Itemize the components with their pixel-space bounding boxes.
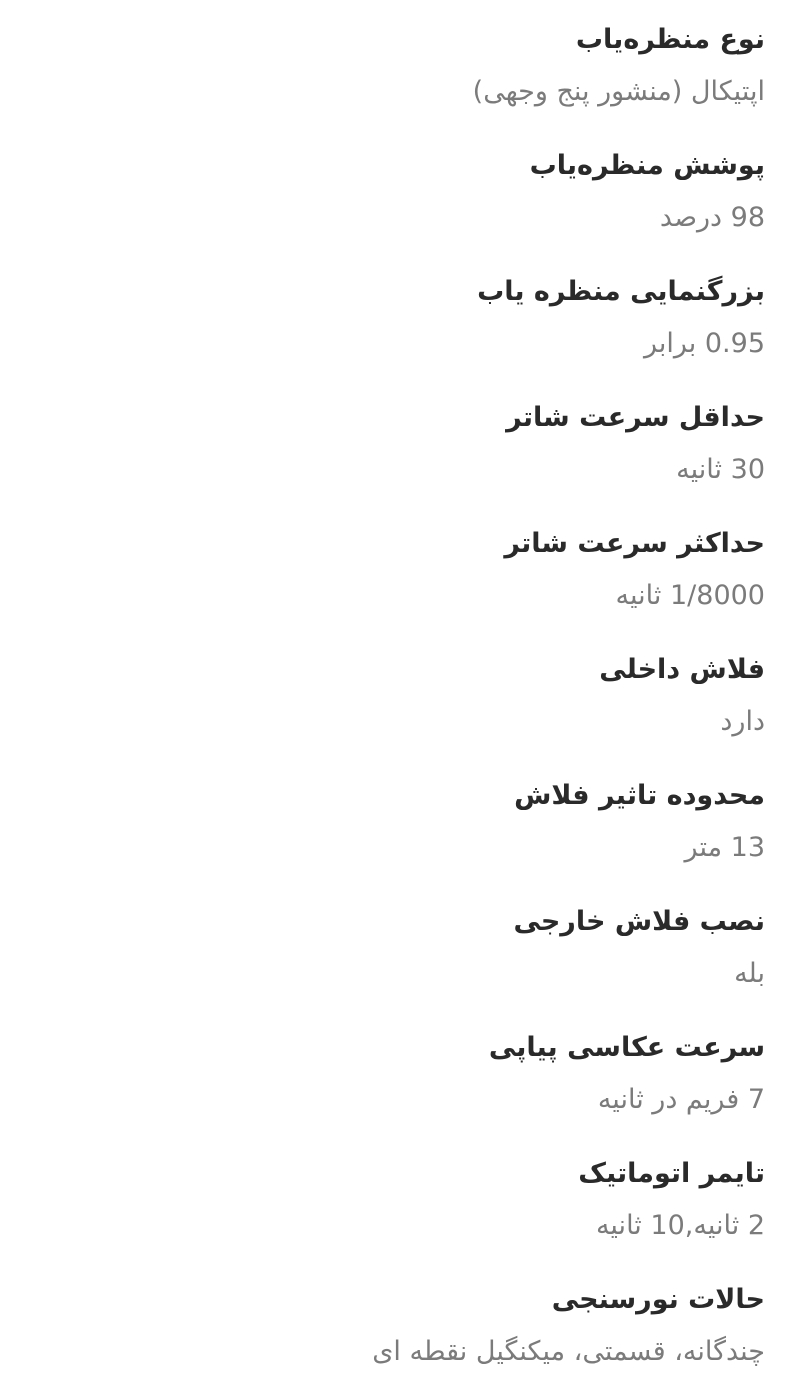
spec-label: نوع منظره‌یاب bbox=[575, 24, 765, 55]
spec-value: 13 متر bbox=[684, 832, 765, 863]
spec-label: حداکثر سرعت شاتر bbox=[504, 528, 765, 559]
spec-value: 2 ثانیه,10 ثانیه bbox=[595, 1210, 765, 1241]
spec-value: 30 ثانیه bbox=[676, 454, 765, 485]
spec-row-metering-modes bbox=[0, 1260, 765, 1386]
spec-row-viewfinder-coverage bbox=[0, 126, 765, 252]
spec-value: دارد bbox=[720, 706, 765, 737]
spec-row-max-shutter-speed bbox=[0, 504, 765, 630]
spec-value: چندگانه، قسمتی، میکنگیل نقطه ای bbox=[372, 1336, 765, 1367]
spec-value: 0.95 برابر bbox=[643, 328, 765, 359]
spec-label: حالات نورسنجی bbox=[551, 1284, 765, 1315]
spec-label: حداقل سرعت شاتر bbox=[506, 402, 765, 433]
spec-row-built-in-flash bbox=[0, 630, 765, 756]
spec-value: 7 فریم در ثانیه bbox=[597, 1084, 765, 1115]
spec-row-viewfinder-magnification bbox=[0, 252, 765, 378]
spec-value: 98 درصد bbox=[659, 202, 765, 233]
spec-label: محدوده تاثیر فلاش bbox=[514, 780, 765, 811]
spec-label: بزرگنمایی منظره یاب bbox=[477, 276, 765, 307]
spec-row-viewfinder-type bbox=[0, 0, 765, 126]
spec-label: نصب فلاش خارجی bbox=[513, 906, 765, 937]
spec-row-external-flash bbox=[0, 882, 765, 1008]
spec-row-continuous-shooting bbox=[0, 1008, 765, 1134]
spec-label: فلاش داخلی bbox=[599, 654, 765, 685]
spec-row-min-shutter-speed bbox=[0, 378, 765, 504]
spec-row-flash-range bbox=[0, 756, 765, 882]
spec-label: تایمر اتوماتیک bbox=[578, 1158, 765, 1189]
spec-value: بله bbox=[734, 958, 765, 989]
spec-value: 1/8000 ثانیه bbox=[615, 580, 765, 611]
spec-value: اپتیکال (منشور پنج وجهی) bbox=[472, 76, 765, 107]
spec-row-self-timer bbox=[0, 1134, 765, 1260]
spec-label: پوشش منظره‌یاب bbox=[529, 150, 765, 181]
spec-label: سرعت عکاسی پیاپی bbox=[488, 1032, 765, 1063]
